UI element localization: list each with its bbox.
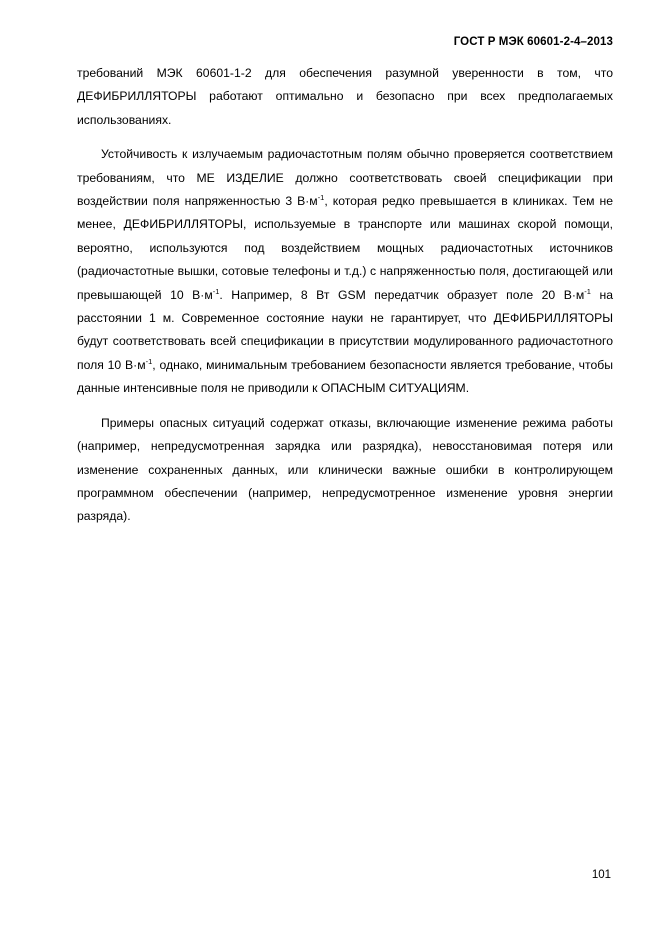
- paragraph-2-segment: . Например, 8 Вт GSM передатчик образует поле 20 В·м: [219, 287, 585, 302]
- paragraph-1: требований МЭК 60601-1-2 для обеспечения разумной уверенности в том, что ДЕФИБРИЛЛЯТОРЫ работают оптимально и безопасно при всех предполагаемых использованиях.: [77, 66, 613, 127]
- paragraph-2-segment: на расстоянии 1 м. Современное состояние науки не гарантирует, что ДЕФИБРИЛЛЯТОРЫ будут соответствовать всей спецификации в присутствии модулированного радиочастотного поля 10 В·м: [77, 287, 613, 372]
- document-body: [77, 62, 613, 540]
- paragraph-2-segment: , которая редко превышается в клиниках. Тем не менее, ДЕФИБРИЛЛЯТОРЫ, используемые в транспорте или машинах скорой помощи, вероятно, используются под воздействием мощных радиочастотных источников (радиочастотные вышки, сотовые телефоны и т.д.) с напряженностью поля, достигающей или превышающей 10 В·м: [77, 194, 613, 302]
- paragraph-2: [77, 143, 613, 400]
- exponent: -1: [212, 286, 220, 296]
- paragraph-3: Примеры опасных ситуаций содержат отказы, включающие изменение режима работы (например, непредусмотренная зарядка или разрядка), невосстановимая потеря или изменение сохраненных данных, или клинически важные ошибки в контролирующем программном обеспечении (например, непредусмотренное изменение уровня энергии разряда).: [77, 415, 613, 524]
- exponent: -1: [317, 193, 325, 203]
- exponent: -1: [145, 356, 153, 366]
- page-number: 101: [591, 869, 611, 881]
- paragraph-2-segment: Устойчивость к излучаемым радиочастотным полям обычно проверяется соответствием требованиям, что МЕ ИЗДЕЛИЕ должно соответствовать своей спецификации при воздействии поля напряженностью 3 В·м: [77, 147, 613, 209]
- paragraph-2-segment: , однако, минимальным требованием безопасности является требование, чтобы данные интенсивные поля не приводили к ОПАСНЫМ СИТУАЦИЯМ.: [77, 357, 613, 396]
- document-header: ГОСТ Р МЭК 60601-2-4–2013: [453, 36, 613, 48]
- exponent: -1: [584, 286, 591, 296]
